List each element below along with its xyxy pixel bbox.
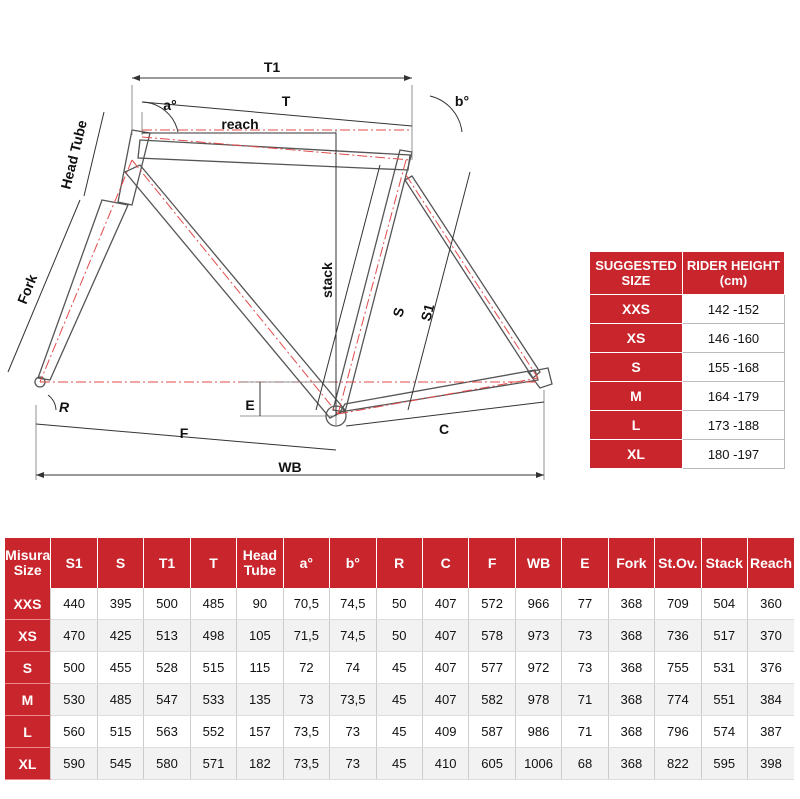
- value-cell: 73: [562, 620, 608, 652]
- column-header-text: F: [487, 554, 497, 571]
- column-header-text: Fork: [616, 554, 647, 571]
- value-cell: 578: [469, 620, 515, 652]
- column-header: [655, 538, 701, 588]
- table-row: [5, 716, 795, 748]
- value-cell: 515: [190, 652, 236, 684]
- value-cell: 368: [608, 620, 654, 652]
- height-cell: 155 -168: [683, 353, 785, 382]
- value-cell: 425: [97, 620, 143, 652]
- column-header-text: Misura: [5, 547, 51, 563]
- height-cell: 142 -152: [683, 295, 785, 324]
- value-cell: 560: [51, 716, 97, 748]
- value-cell: 440: [51, 588, 97, 620]
- value-cell: 368: [608, 748, 654, 780]
- value-cell: 71: [562, 684, 608, 716]
- column-header-text: T1: [158, 554, 176, 571]
- value-cell: 368: [608, 684, 654, 716]
- column-header: [608, 538, 654, 588]
- column-header-text: S1: [65, 554, 83, 571]
- label-wb: WB: [278, 459, 302, 475]
- value-cell: 580: [144, 748, 190, 780]
- column-header: [283, 538, 329, 588]
- value-cell: 528: [144, 652, 190, 684]
- table-row: [590, 324, 785, 353]
- value-cell: 774: [655, 684, 701, 716]
- column-header: [190, 538, 236, 588]
- value-cell: 73: [330, 716, 376, 748]
- value-cell: 71: [562, 716, 608, 748]
- value-cell: 572: [469, 588, 515, 620]
- height-cell: 146 -160: [683, 324, 785, 353]
- column-header: [51, 538, 97, 588]
- column-header-text: E: [580, 554, 590, 571]
- value-cell: 551: [701, 684, 747, 716]
- height-cell: 180 -197: [683, 440, 785, 469]
- value-cell: 368: [608, 652, 654, 684]
- size-cell: XXS: [5, 588, 51, 620]
- value-cell: 455: [97, 652, 143, 684]
- value-cell: 384: [748, 684, 795, 716]
- header-rider-height-line2: (cm): [719, 273, 748, 288]
- value-cell: 822: [655, 748, 701, 780]
- column-header-text: Head: [242, 547, 278, 563]
- value-cell: 736: [655, 620, 701, 652]
- value-cell: 73,5: [330, 684, 376, 716]
- value-cell: 71,5: [283, 620, 329, 652]
- value-cell: 605: [469, 748, 515, 780]
- extension-lines: [36, 85, 544, 480]
- label-b-angle: b°: [454, 93, 470, 109]
- size-cell: XS: [590, 324, 683, 353]
- table-row: [5, 588, 795, 620]
- size-cell: L: [5, 716, 51, 748]
- value-cell: 45: [376, 716, 422, 748]
- column-header-text: WB: [526, 554, 551, 571]
- value-cell: 587: [469, 716, 515, 748]
- value-cell: 182: [237, 748, 283, 780]
- value-cell: 409: [422, 716, 468, 748]
- value-cell: 709: [655, 588, 701, 620]
- value-cell: 135: [237, 684, 283, 716]
- size-cell: S: [5, 652, 51, 684]
- value-cell: 500: [51, 652, 97, 684]
- label-t1: T1: [263, 59, 281, 75]
- column-header: [701, 538, 747, 588]
- geometry-table-body: [5, 588, 795, 780]
- value-cell: 395: [97, 588, 143, 620]
- size-cell: XL: [590, 440, 683, 469]
- label-head-tube: Head Tube: [57, 118, 90, 191]
- column-header: [469, 538, 515, 588]
- value-cell: 498: [190, 620, 236, 652]
- value-cell: 74,5: [330, 588, 376, 620]
- value-cell: 796: [655, 716, 701, 748]
- value-cell: 545: [97, 748, 143, 780]
- value-cell: 407: [422, 620, 468, 652]
- table-row: [590, 295, 785, 324]
- column-header: [144, 538, 190, 588]
- value-cell: 157: [237, 716, 283, 748]
- suggested-size-table: [589, 251, 785, 469]
- header-rider-height-line1: RIDER HEIGHT: [686, 258, 781, 273]
- value-cell: 973: [515, 620, 561, 652]
- value-cell: 45: [376, 652, 422, 684]
- table-row: [590, 353, 785, 382]
- value-cell: 504: [701, 588, 747, 620]
- size-cell: S: [590, 353, 683, 382]
- label-a-angle: a°: [163, 97, 177, 113]
- value-cell: 90: [237, 588, 283, 620]
- value-cell: 407: [422, 652, 468, 684]
- column-header: [515, 538, 561, 588]
- frame-centerlines: [40, 130, 538, 414]
- size-cell: L: [590, 411, 683, 440]
- label-stack: stack: [319, 262, 335, 298]
- value-cell: 50: [376, 588, 422, 620]
- column-header: [562, 538, 608, 588]
- geometry-table-header: [5, 538, 795, 588]
- column-header: [237, 538, 283, 588]
- value-cell: 77: [562, 588, 608, 620]
- value-cell: 360: [748, 588, 795, 620]
- column-header-text: St.Ov.: [658, 554, 698, 571]
- value-cell: 73: [562, 652, 608, 684]
- value-cell: 978: [515, 684, 561, 716]
- table-row: [5, 684, 795, 716]
- column-header-text: Size: [13, 562, 42, 578]
- value-cell: 73: [330, 748, 376, 780]
- value-cell: 73: [283, 684, 329, 716]
- value-cell: 370: [748, 620, 795, 652]
- value-cell: 533: [190, 684, 236, 716]
- size-cell: M: [590, 382, 683, 411]
- label-e: E: [245, 397, 255, 413]
- column-header: [748, 538, 795, 588]
- table-row: [5, 748, 795, 780]
- value-cell: 513: [144, 620, 190, 652]
- dimension-lines: [8, 75, 544, 478]
- label-fork: Fork: [13, 271, 41, 307]
- height-cell: 164 -179: [683, 382, 785, 411]
- value-cell: 590: [51, 748, 97, 780]
- value-cell: 74,5: [330, 620, 376, 652]
- table-row: [590, 440, 785, 469]
- table-row: [5, 620, 795, 652]
- value-cell: 547: [144, 684, 190, 716]
- value-cell: 755: [655, 652, 701, 684]
- value-cell: 68: [562, 748, 608, 780]
- value-cell: 531: [701, 652, 747, 684]
- label-t: T: [281, 93, 291, 109]
- size-table-header: [590, 252, 785, 295]
- value-cell: 105: [237, 620, 283, 652]
- value-cell: 398: [748, 748, 795, 780]
- value-cell: 571: [190, 748, 236, 780]
- value-cell: 387: [748, 716, 795, 748]
- label-r: R: [58, 399, 70, 415]
- value-cell: 517: [701, 620, 747, 652]
- size-cell: XS: [5, 620, 51, 652]
- column-header-text: Stack: [705, 554, 743, 571]
- table-row: [5, 652, 795, 684]
- column-header-text: S: [115, 554, 126, 571]
- value-cell: 50: [376, 620, 422, 652]
- column-header-text: b°: [345, 554, 360, 571]
- label-f: F: [179, 425, 189, 441]
- value-cell: 45: [376, 684, 422, 716]
- value-cell: 577: [469, 652, 515, 684]
- value-cell: 966: [515, 588, 561, 620]
- column-header-text: Tube: [243, 562, 277, 578]
- value-cell: 470: [51, 620, 97, 652]
- value-cell: 1006: [515, 748, 561, 780]
- size-cell: XL: [5, 748, 51, 780]
- value-cell: 407: [422, 684, 468, 716]
- column-header: [422, 538, 468, 588]
- value-cell: 595: [701, 748, 747, 780]
- height-cell: 173 -188: [683, 411, 785, 440]
- table-row: [590, 382, 785, 411]
- value-cell: 368: [608, 588, 654, 620]
- label-c: C: [438, 421, 450, 437]
- value-cell: 74: [330, 652, 376, 684]
- value-cell: 552: [190, 716, 236, 748]
- value-cell: 368: [608, 716, 654, 748]
- value-cell: 72: [283, 652, 329, 684]
- value-cell: 70,5: [283, 588, 329, 620]
- value-cell: 972: [515, 652, 561, 684]
- column-header-text: T: [209, 554, 218, 571]
- header-suggested-size: [590, 252, 683, 295]
- column-header-text: R: [394, 554, 405, 571]
- label-s1: S1: [417, 302, 438, 323]
- value-cell: 515: [97, 716, 143, 748]
- geometry-table: [4, 538, 794, 780]
- column-header: [97, 538, 143, 588]
- value-cell: 73,5: [283, 716, 329, 748]
- value-cell: 582: [469, 684, 515, 716]
- size-cell: M: [5, 684, 51, 716]
- value-cell: 407: [422, 588, 468, 620]
- value-cell: 376: [748, 652, 795, 684]
- header-suggested-size-line1: SUGGESTED: [595, 258, 677, 273]
- value-cell: 115: [237, 652, 283, 684]
- value-cell: 45: [376, 748, 422, 780]
- label-reach: reach: [221, 116, 259, 132]
- value-cell: 563: [144, 716, 190, 748]
- size-cell: XXS: [590, 295, 683, 324]
- value-cell: 485: [97, 684, 143, 716]
- column-header-text: Reach: [749, 554, 793, 571]
- value-cell: 410: [422, 748, 468, 780]
- header-suggested-size-line2: SIZE: [621, 273, 651, 288]
- column-header-text: C: [440, 554, 451, 571]
- column-header: [330, 538, 376, 588]
- value-cell: 530: [51, 684, 97, 716]
- value-cell: 500: [144, 588, 190, 620]
- column-header: [5, 538, 51, 588]
- column-header-text: a°: [299, 554, 314, 571]
- table-row: [590, 411, 785, 440]
- label-s: S: [389, 305, 408, 319]
- column-header: [376, 538, 422, 588]
- value-cell: 574: [701, 716, 747, 748]
- value-cell: 73,5: [283, 748, 329, 780]
- value-cell: 986: [515, 716, 561, 748]
- value-cell: 485: [190, 588, 236, 620]
- header-rider-height: [683, 252, 785, 295]
